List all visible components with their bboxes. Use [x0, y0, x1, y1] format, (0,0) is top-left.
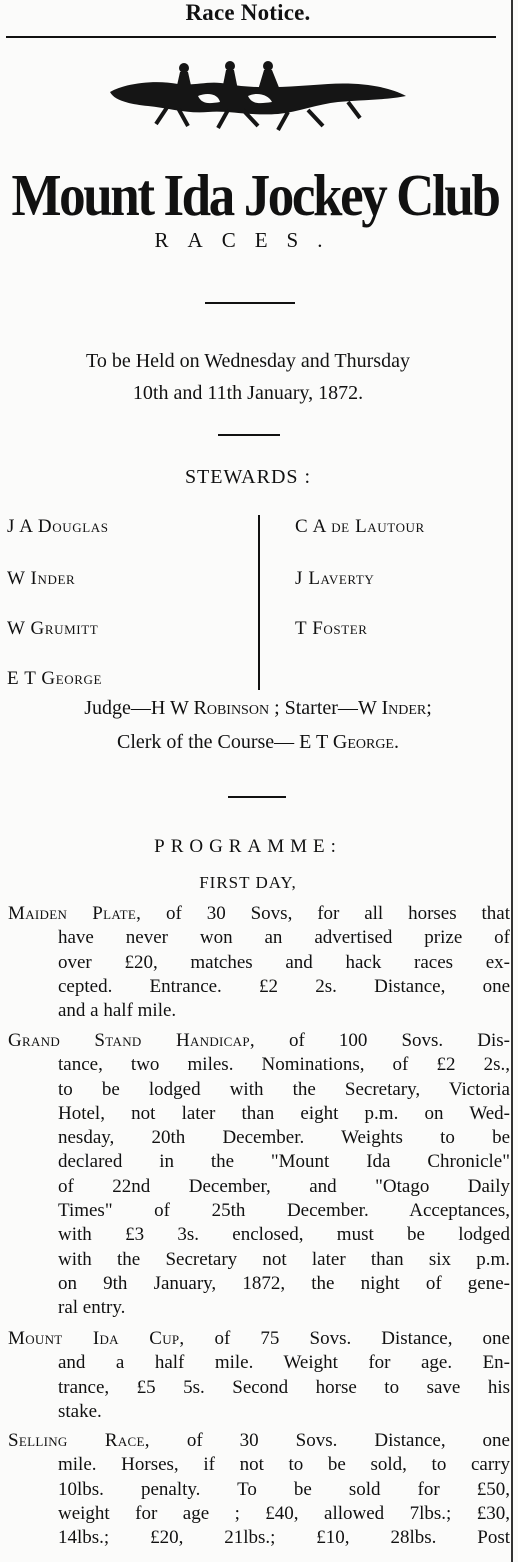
steward-left-4: E T George — [7, 668, 103, 689]
steward-left-1: J A Douglas — [7, 516, 109, 537]
starter-name: W Inder; — [357, 697, 432, 719]
race-line: Hotel, not later than eight p.m. on Wed- — [58, 1102, 510, 1124]
club-title: Mount Ida Jockey Club — [11, 163, 499, 229]
steward-right-2: J Laverty — [295, 568, 375, 589]
divider-rule-1 — [205, 302, 295, 304]
race-line: weight for age ; £40, allowed 7lbs.; £30, — [58, 1502, 510, 1524]
stewards-divider — [258, 515, 260, 690]
race-line: mile. Horses, if not to be sold, to carry — [58, 1454, 510, 1476]
judge-label: Judge— — [84, 697, 151, 719]
race-line: 10lbs. penalty. To be sold for £50, — [58, 1478, 510, 1500]
divider-rule-2 — [218, 434, 280, 436]
race-entry-selling-race — [8, 1429, 510, 1550]
race-line: over £20, matches and hack races ex- — [58, 951, 510, 973]
steward-left-3: W Grumitt — [7, 618, 99, 639]
race-line: of 22nd December, and "Otago Daily — [58, 1175, 510, 1197]
steward-left-2: W Inder — [7, 568, 76, 589]
race-entry-grand-stand-handicap — [8, 1029, 510, 1321]
judge-name: H W Robinson — [150, 697, 270, 719]
judge-starter-line — [8, 697, 508, 720]
race-line: trance, £5 5s. Second horse to save his — [58, 1376, 510, 1398]
race-line: have never won an advertised prize of — [58, 927, 510, 949]
race-line: to be lodged with the Secretary, Victoria — [58, 1078, 510, 1100]
dates-line-1: To be Held on Wednesday and Thursday — [86, 350, 410, 372]
race-line: Grand Stand Handicap, of 100 Sovs. Dis- — [8, 1030, 510, 1051]
clerk-label: Clerk of the Course— — [116, 731, 300, 753]
race-line: Maiden Plate, of 30 Sovs, for all horses that — [8, 903, 510, 924]
race-notice-heading: Race Notice. — [185, 0, 311, 25]
race-name: Maiden Plate, — [8, 903, 142, 924]
race-name: Grand Stand Handicap, — [8, 1030, 255, 1051]
race-line: stake. — [58, 1400, 102, 1422]
dates-line-2: 10th and 11th January, 1872. — [132, 382, 364, 404]
programme-heading: PROGRAMME: — [154, 836, 342, 857]
race-line: tance, two miles. Nominations, of £2 2s., — [58, 1054, 510, 1076]
divider-rule-3 — [228, 796, 286, 798]
race-line: declared in the "Mount Ida Chronicle" — [58, 1151, 510, 1173]
race-line: cepted. Entrance. £2 2s. Distance, one — [58, 975, 510, 997]
race-name: Selling Race, — [8, 1430, 150, 1451]
horse-race-engraving-icon — [108, 56, 408, 136]
first-day-heading: FIRST DAY, — [199, 873, 297, 892]
race-line: nesday, 20th December. Weights to be — [58, 1127, 510, 1149]
starter-label: Starter— — [284, 697, 358, 719]
race-line: Mount Ida Cup, of 75 Sovs. Distance, one — [8, 1328, 510, 1349]
race-line: 14lbs.; £20, 21lbs.; £10, 28lbs. Post — [58, 1527, 510, 1549]
race-line: Times" of 25th December. Acceptances, — [58, 1200, 510, 1222]
steward-right-1: C A de Lautour — [295, 516, 425, 537]
race-line: on 9th January, 1872, the night of gene- — [58, 1272, 510, 1294]
race-line: Selling Race, of 30 Sovs. Distance, one — [8, 1430, 510, 1451]
race-entry-mount-ida-cup — [8, 1327, 510, 1424]
steward-right-3: T Foster — [295, 618, 368, 639]
race-line: and a half mile. Weight for age. En- — [58, 1352, 510, 1374]
judge-separator: ; — [269, 697, 285, 719]
race-line: and a half mile. — [58, 1000, 177, 1022]
stewards-heading: STEWARDS : — [184, 466, 312, 488]
races-subtitle: RACES. — [154, 228, 342, 252]
race-line: with £3 3s. enclosed, must be lodged — [58, 1224, 510, 1246]
heading-rule — [6, 36, 496, 38]
clerk-name: E T George. — [299, 731, 399, 753]
race-entry-maiden-plate — [8, 902, 510, 1023]
race-name: Mount Ida Cup, — [8, 1328, 185, 1349]
clerk-line — [8, 731, 508, 754]
race-line: with the Secretary not later than six p.m. — [58, 1248, 510, 1270]
column-edge-rule — [511, 0, 513, 1562]
race-line: ral entry. — [58, 1297, 126, 1319]
